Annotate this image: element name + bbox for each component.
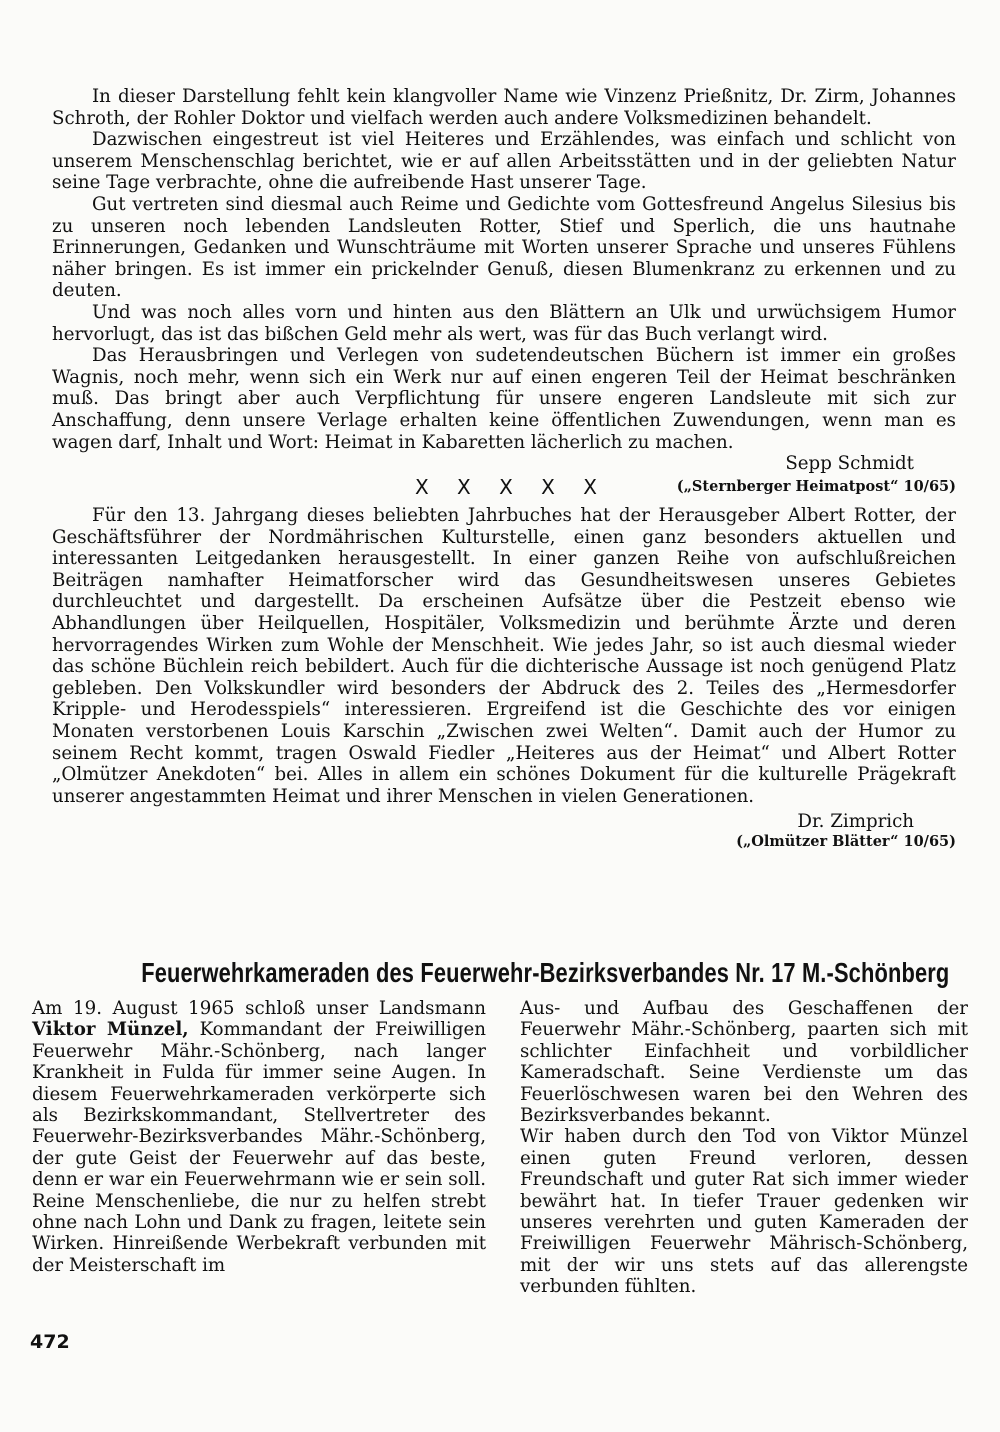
review-2-paragraph: Für den 13. Jahrgang dieses beliebten Jahrbuches hat der Herausgeber Albert Rotter, der Geschäftsführer der Nordmährischen Kulturstelle, einen ganz besonders aktuellen und interessanten Leitgedanken herausgestellt. In einer ganzen Reihe von aufschlußreichen Beiträgen namhafter Heimatforscher wird das Gesundheitswesen unseres Gebietes durchleuchtet und dargestellt. Da erscheinen Aufsätze über die Pestzeit ebenso wie Abhandlungen über Heilquellen, Hospitäler, Volksmedizin und berühmte Ärzte und deren hervorragendes Wirken zum Wohle der Menschheit. Wie jedes Jahr, so ist auch diesmal wieder das schöne Büchlein reich bebildert. Auch für die dichterische Aussage ist noch genügend Platz gebleben. Den Volkskundler wird besonders der Abdruck des 2. Teiles des „Hermesdorfer Kripple- und Herodesspiels“ interessieren. Ergreifend ist die Geschichte des vor einigen Monaten verstorbenen Louis Karschin „Zwischen zwei Welten“. Damit auch der Humor zu seinem Recht kommt, tragen Oswald Fiedler „Heiteres aus der Heimat“ und Albert Rotter „Olmützer Anekdoten“ bei. Alles in allem ein schönes Dokument für die kulturelle Prägekraft unserer angestammten Heimat und ihrer Menschen in vielen Generationen. [52, 505, 956, 807]
review-1-paragraph-5: Das Herausbringen und Verlegen von sudetendeutschen Büchern ist immer ein großes Wagnis, noch mehr, wenn sich ein Werk nur auf einen engeren Teil der Heimat beschränken muß. Das bringt aber auch Verpflichtung für unsere engeren Landsleute mit sich zur Anschaffung, denn unsere Verlage erhalten keine öffentlichen Zuwendungen, wenn man es wagen darf, Inhalt und Wort: Heimat in Kabaretten lächerlich zu machen. [52, 345, 956, 453]
review-2-author: Dr. Zimprich [797, 811, 914, 833]
obituary-left-text: Kommandant der Freiwilligen Feuerwehr Mähr.-Schönberg, nach langer Krankheit in Fulda für immer seine Augen. In diesem Feuerwehrkameraden verkörperte sich als Bezirkskommandant, Stellvertreter des Feuerwehr-Bezirksverbandes Mähr.-Schönberg, der gute Geist der Feuerwehr auf das beste, denn er war ein Feuerwehrmann wie er sein soll. Reine Menschenliebe, die nur zu helfen strebt ohne nach Lohn und Dank zu fragen, leitete sein Wirken. Hinreißende Werbekraft verbunden mit der Meisterschaft im [32, 1019, 486, 1276]
obituary-person-name: Viktor Münzel, [32, 1019, 189, 1041]
separator-row [52, 475, 956, 499]
section-heading: Feuerwehrkameraden des Feuerwehr-Bezirksverbandes Nr. 17 M.-Schönberg [141, 957, 950, 988]
review-1-paragraph-3: Gut vertreten sind diesmal auch Reime und Gedichte vom Gottesfreund Angelus Silesius bis zu unseren noch lebenden Landsleuten Rotter, Stief und Sperlich, die uns hautnahe Erinnerungen, Gedanken und Wunschträume mit Worten unserer Sprache und unseres Fühlens näher bringen. Es ist immer ein prickelnder Genuß, diesen Blumenkranz zu erkennen und zu deuten. [52, 193, 956, 302]
review-1-source: („Sternberger Heimatpost“ 10/65) [676, 478, 956, 496]
review-1-paragraph-4: Und was noch alles vorn und hinten aus den Blättern an Ulk und urwüchsigem Humor hervorlugt, das ist das bißchen Geld mehr als wert, was für das Buch verlangt wird. [52, 301, 956, 345]
obituary-left-column [32, 998, 486, 1276]
review-block [52, 86, 956, 850]
obituary-left-intro: Am 19. August 1965 schloß unser Landsmann [32, 998, 486, 1019]
obituary-right-paragraph-1: Aus- und Aufbau des Geschaffenen der Feuerwehr Mähr.-Schönberg, paarten sich mit schlichter Einfachheit und vorbildlicher Kameradschaft. Seine Verdienste um das Feuerlöschwesen waren bei den Wehren des Bezirksverbandes bekannt. [520, 998, 968, 1127]
review-1-author: Sepp Schmidt [785, 453, 914, 475]
review-2-source: („Olmützer Blätter“ 10/65) [736, 833, 956, 851]
section-separator: X X X X X [415, 475, 608, 500]
review-1-paragraph-1: In dieser Darstellung fehlt kein klangvoller Name wie Vinzenz Prießnitz, Dr. Zirm, Johannes Schroth, der Rohler Doktor und vielfach werden auch andere Volksmedizinen behandelt. [52, 86, 956, 129]
review-1-paragraph-2: Dazwischen eingestreut ist viel Heiteres und Erzählendes, was einfach und schlicht von unserem Menschenschlag berichtet, wie er auf allen Arbeitsstätten und in der geliebten Natur seine Tage verbrachte, ohne die aufreibende Hast unserer Tage. [52, 129, 956, 194]
page-number: 472 [30, 1331, 70, 1353]
obituary-right-column [520, 998, 968, 1298]
obituary-right-paragraph-2: Wir haben durch den Tod von Viktor Münzel einen guten Freund verloren, dessen Freundschaft und guter Rat sich immer wieder bewährt hat. In tiefer Trauer gedenken wir unseres verehrten und guten Kameraden der Freiwilligen Feuerwehr Mährisch-Schönberg, mit der wir uns stets auf das allerengste verbunden fühlten. [520, 1126, 968, 1298]
